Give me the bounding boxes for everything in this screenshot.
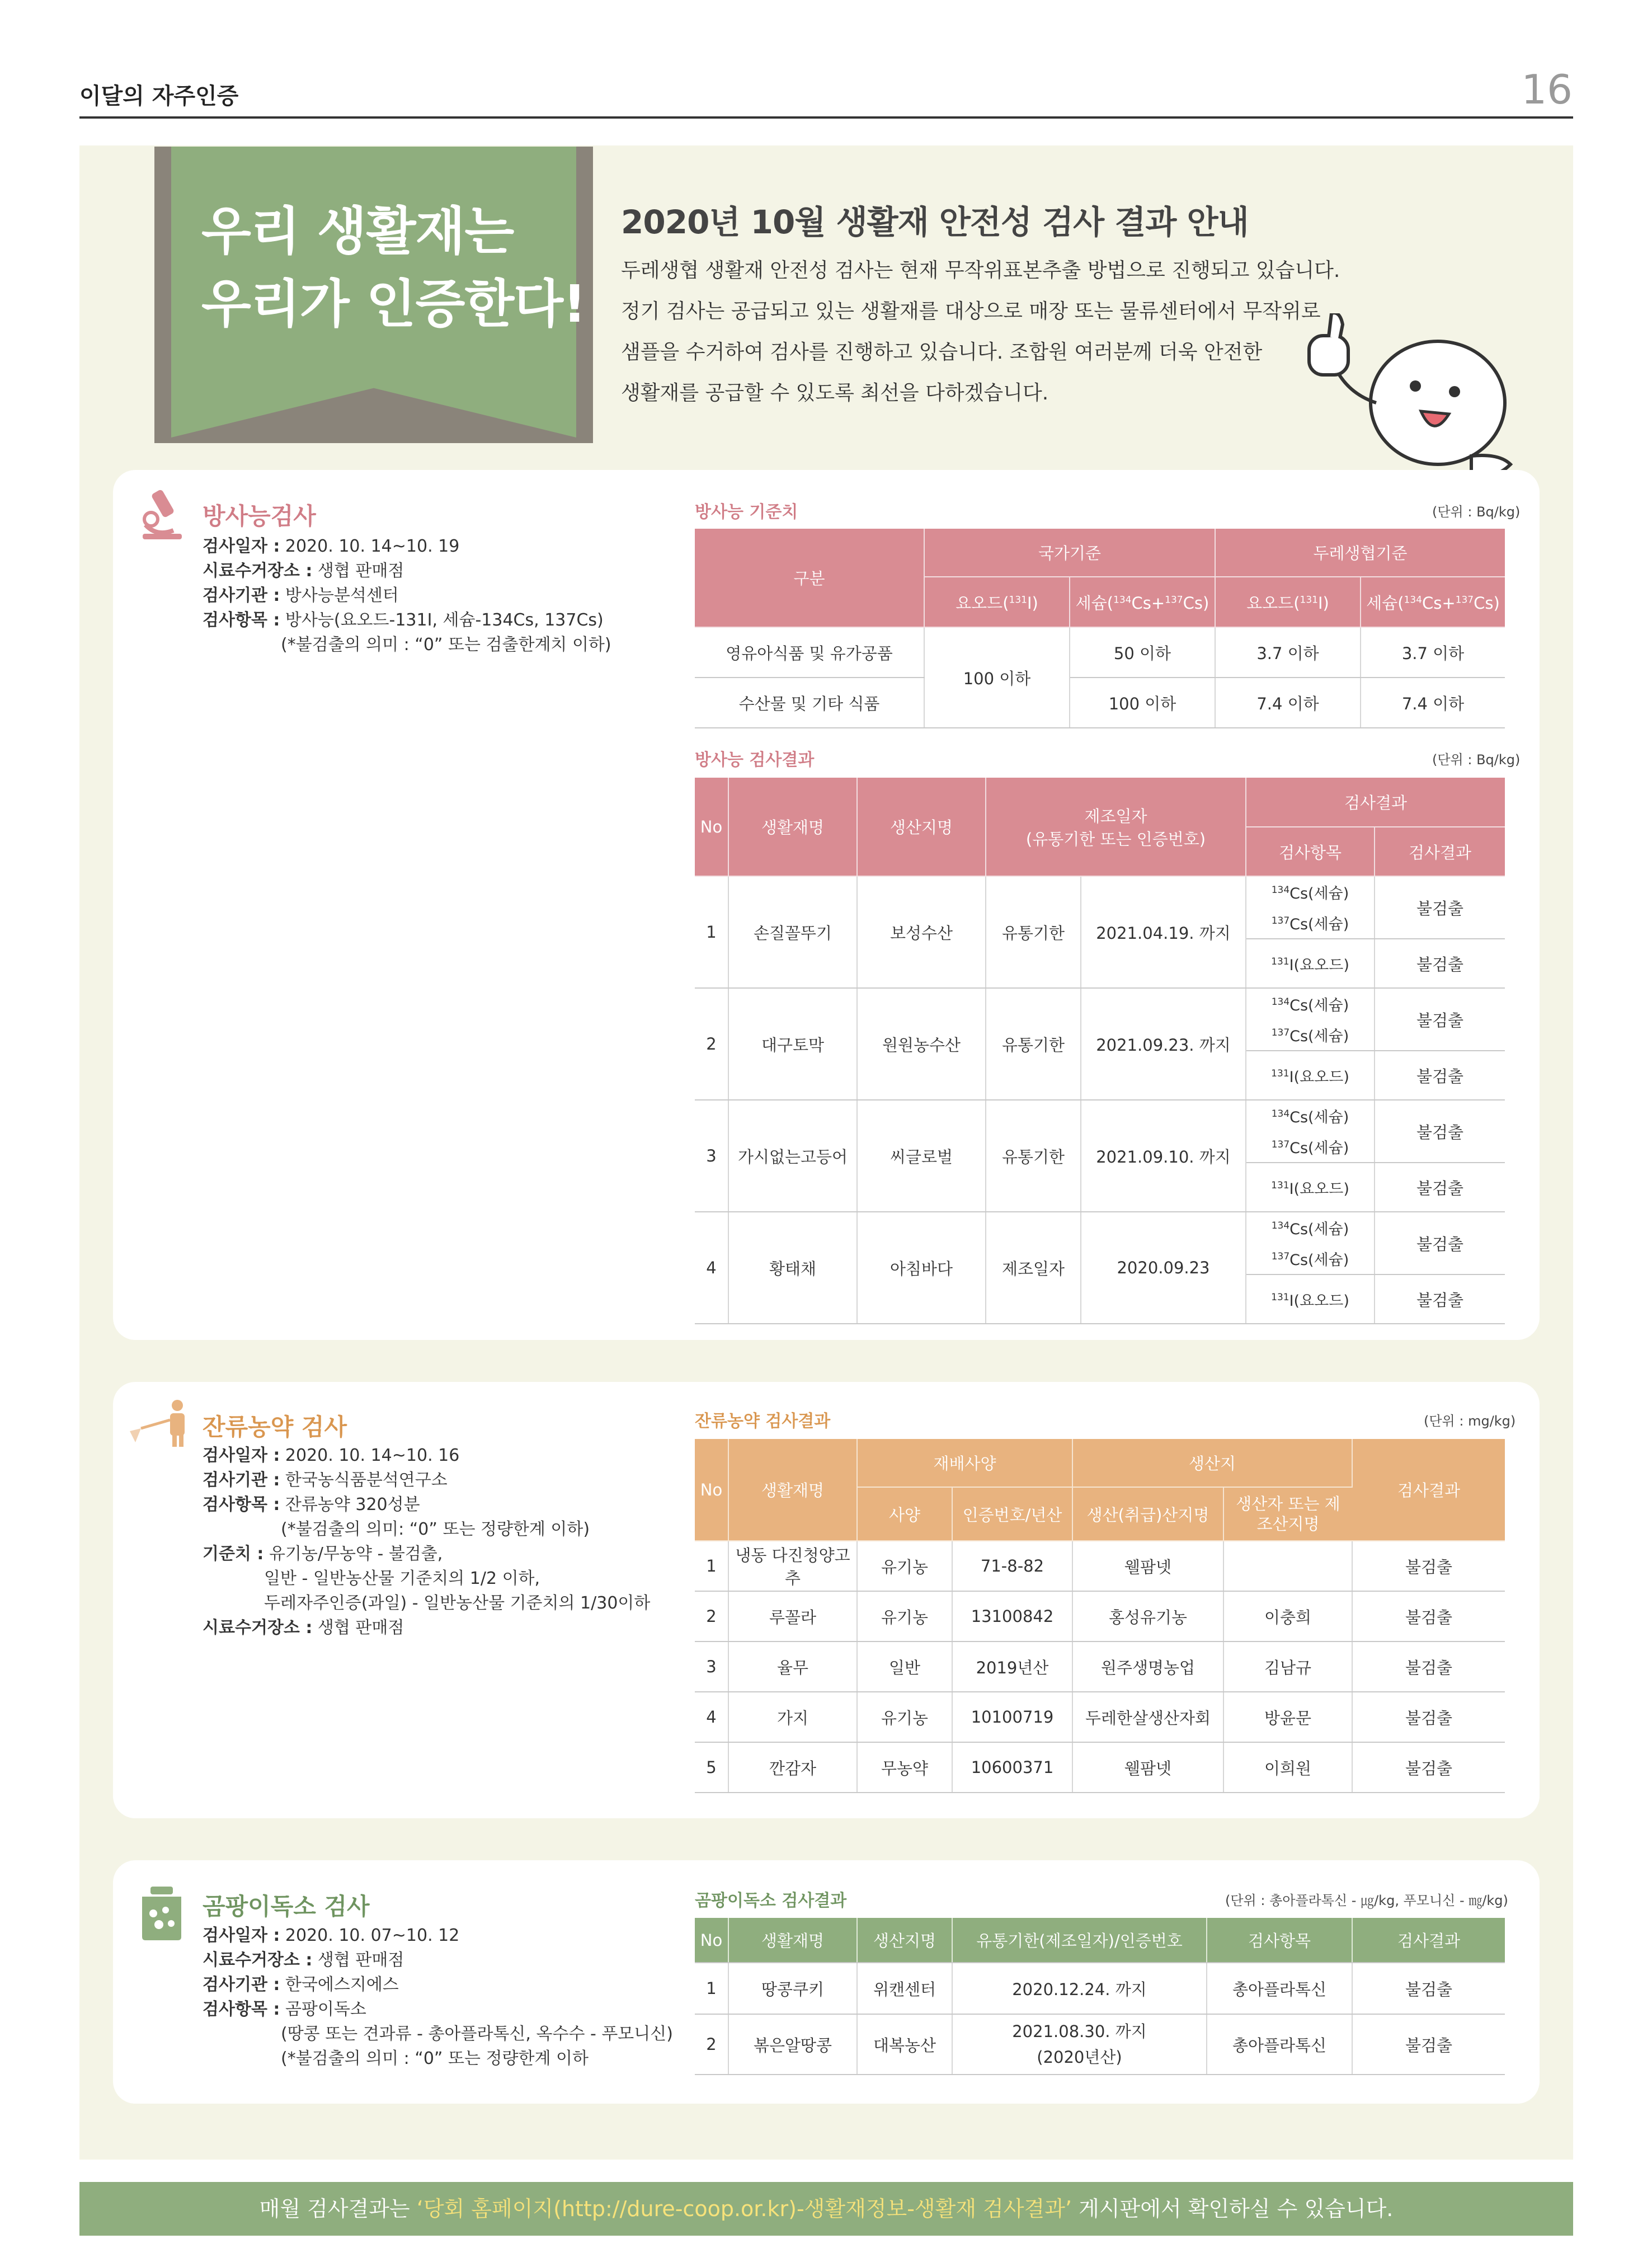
radiation-standard-table [695,529,1505,728]
mycotoxin-title: 곰팡이독소 검사 [203,1893,370,1920]
header-national: 국가기준 [924,529,1215,577]
header-dure: 두레생협기준 [1215,529,1505,577]
header-no: No [695,778,728,876]
mycotoxin-unit: (단위 : 총아플라톡신 - ㎍/kg, 푸모니신 - ㎎/kg) [1225,1893,1508,1908]
header-nat-iodine: 요오드($^{131}$I) [924,577,1070,627]
intro-title: 2020년 10월 생활재 안전성 검사 결과 안내 [621,203,1249,241]
footer-notice: 매월 검사결과는 ‘당회 홈페이지(http://dure-coop.or.kr)-생활재정보-생활재 검사결과’ 게시판에서 확인하실 수 있습니다. [79,2182,1573,2236]
radiation-title: 방사능검사 [203,502,316,530]
header-producer: 생산자 또는 제조산지명 [1223,1487,1352,1541]
section-title: 이달의 자주인증 [79,83,239,109]
header-origin: 생산지명 [857,1918,952,1963]
table-row: 1 냉동 다진청양고추 유기농 71-8-82 웰팜넷 불검출 [695,1541,1505,1591]
table-row: 1 손질꼴뚜기 보성수산 유통기한 2021.04.19. 까지 $^{134}$Cs(세슘) $^{137}$Cs(세슘) 불검출 [695,876,1505,939]
intro-line-3: 샘플을 수거하여 검사를 진행하고 있습니다. 조합원 여러분께 더욱 안전한 [621,341,1263,364]
table-row: 4 황태채 아침바다 제조일자 2020.09.23 $^{134}$Cs(세슘) $^{137}$Cs(세슘) 불검출 [695,1212,1505,1274]
table-row: 2 루꼴라 유기농 13100842 홍성유기농 이충희 불검출 [695,1591,1505,1642]
header-no: No [695,1918,728,1963]
table-row: 3 가시없는고등어 씨글로벌 유통기한 2021.09.10. 까지 $^{134}$Cs(세슘) $^{137}$Cs(세슘) 불검출 [695,1100,1505,1163]
microscope-icon [134,486,190,542]
sprayer-icon [130,1398,191,1448]
header-nat-cesium: 세슘($^{134}$Cs+$^{137}$Cs) [1070,577,1215,627]
pesticide-unit: (단위 : mg/kg) [1424,1413,1516,1429]
intro-line-1: 두레생협 생활재 안전성 검사는 현재 무작위표본추출 방법으로 진행되고 있습니다. [621,259,1340,282]
header-dure-iodine: 요오드($^{131}$I) [1215,577,1361,627]
header-date: 유통기한(제조일자)/인증번호 [952,1918,1207,1963]
header-item: 검사항목 [1246,827,1375,876]
table-row: 3 율무 일반 2019년산 원주생명농업 김남규 불검출 [695,1642,1505,1692]
header-result: 검사결과 [1352,1918,1505,1963]
header-result: 검사결과 [1352,1439,1505,1541]
grain-jar-icon [137,1885,187,1941]
radiation-result-unit: (단위 : Bq/kg) [1432,752,1521,768]
header-name: 생활재명 [728,1918,857,1963]
mascot-thumbs-up-icon [1287,313,1522,481]
page-number: 16 [1521,66,1573,113]
header-name: 생활재명 [728,778,857,876]
homepage-link[interactable]: ‘당회 홈페이지(http://dure-coop.or.kr)-생활재정보-생활재 검사결과’ [416,2197,1072,2221]
header-category: 구분 [695,529,924,627]
header-method: 사양 [857,1487,952,1541]
ribbon-line-2: 우리가 인증한다! [201,274,586,334]
radiation-result-caption: 방사능 검사결과 [695,750,815,770]
pesticide-title: 잔류농약 검사 [203,1413,347,1441]
pesticide-info: 검사일자 : 2020. 10. 14~10. 16 검사기관 : 한국농식품분석연구소 검사항목 : 잔류농약 320성분 (*불검출의 의미: “0” 또는 정량한계 이하) 기준치 : 유기농/무농약 - 불검출, 일반 - 일반농산물 기준치의 1/2 이하, 두레자주인증(과일) - 일반농산물 기준치의 1/30이하 시료수거장소 : 생협 판매점 [203,1446,651,1638]
header-date: 제조일자 (유통기한 또는 인증번호) [986,778,1246,876]
header-no: No [695,1439,728,1541]
table-row: 2 대구토막 원원농수산 유통기한 2021.09.23. 까지 $^{134}$Cs(세슘) $^{137}$Cs(세슘) 불검출 [695,988,1505,1051]
header-area: 생산(취급)산지명 [1072,1487,1223,1541]
table-row: 4 가지 유기농 10100719 두레한살생산자회 방윤문 불검출 [695,1692,1505,1742]
header-divider [79,116,1573,119]
table-row: 1 땅콩쿠키 위캔센터 2020.12.24. 까지 총아플라톡신 불검출 [695,1963,1505,2014]
table-row: 5 깐감자 무농약 10600371 웰팜넷 이희원 불검출 [695,1742,1505,1793]
header-dure-cesium: 세슘($^{134}$Cs+$^{137}$Cs) [1361,577,1505,627]
header-name: 생활재명 [728,1439,857,1541]
header-origin: 생산지 [1072,1439,1352,1487]
pesticide-result-table [695,1439,1505,1793]
radiation-std-caption: 방사능 기준치 [695,502,798,522]
table-row: 수산물 및 기타 식품 100 이하 7.4 이하 7.4 이하 [695,678,1505,728]
header-origin: 생산지명 [857,778,986,876]
radiation-result-table: No 생활재명 생산지명 제조일자 (유통기한 또는 인증번호) 검사결과 검사항목 검사결과 1 손질꼴뚜기 보성수산 유통기한 2021.04.19. 까지 $^{134}$Cs(세슘) $^{137}$Cs(세슘) 불검출 $^{131}$I(요오드) 불검출 2 대구토막 원원농수산 유통기한 2021.09.23. 까지 $^{134}$Cs(세슘) $^{137}$Cs(세슘) 불검출 $^{131}$I(요오드) 불검출 3 가시없는고등어 씨글로벌 유통기한 2021.09.10. 까지 $^{134}$Cs(세슘) $^{137}$Cs(세슘) 불검출 $^{131}$I(요오드) 불검출 4 황태채 아침바다 제조일자 2020.09.23 $^{134}$Cs(세슘) $^{137}$Cs(세슘) 불검출 $^{131}$I(요오드) 불검출 [695,778,1505,1324]
header-outcome: 검사결과 [1375,827,1505,876]
header-result: 검사결과 [1246,778,1505,827]
mycotoxin-info: 검사일자 : 2020. 10. 07~10. 12 시료수거장소 : 생협 판매점 검사기관 : 한국에스지에스 검사항목 : 곰팡이독소 (땅콩 또는 견과류 - 총아플라톡신, 옥수수 - 푸모니신) (*불검출의 의미 : “0” 또는 정량한계 이하 [203,1926,673,2068]
ribbon-line-1: 우리 생활재는 [201,201,514,261]
radiation-std-unit: (단위 : Bq/kg) [1432,504,1521,520]
header-item: 검사항목 [1207,1918,1352,1963]
table-row: 영유아식품 및 유가공품 100 이하 50 이하 3.7 이하 3.7 이하 [695,627,1505,678]
header-cert: 인증번호/년산 [952,1487,1072,1541]
mycotoxin-caption: 곰팡이독소 검사결과 [695,1891,847,1911]
radiation-info: 검사일자 : 2020. 10. 14~10. 19 시료수거장소 : 생협 판매점 검사기관 : 방사능분석센터 검사항목 : 방사능(요오드-131I, 세슘-134Cs, 137Cs) (*불검출의 의미 : “0” 또는 검출한계치 이하) [203,537,611,655]
intro-line-2: 정기 검사는 공급되고 있는 생활재를 대상으로 매장 또는 물류센터에서 무작위로 [621,300,1321,323]
header-farming: 재배사양 [857,1439,1072,1487]
intro-line-4: 생활재를 공급할 수 있도록 최선을 다하겠습니다. [621,382,1049,405]
pesticide-caption: 잔류농약 검사결과 [695,1412,831,1431]
table-row: 2 볶은알땅콩 대복농산 2021.08.30. 까지 (2020년산) 총아플라톡신 불검출 [695,2014,1505,2075]
mycotoxin-result-table [695,1918,1505,2075]
